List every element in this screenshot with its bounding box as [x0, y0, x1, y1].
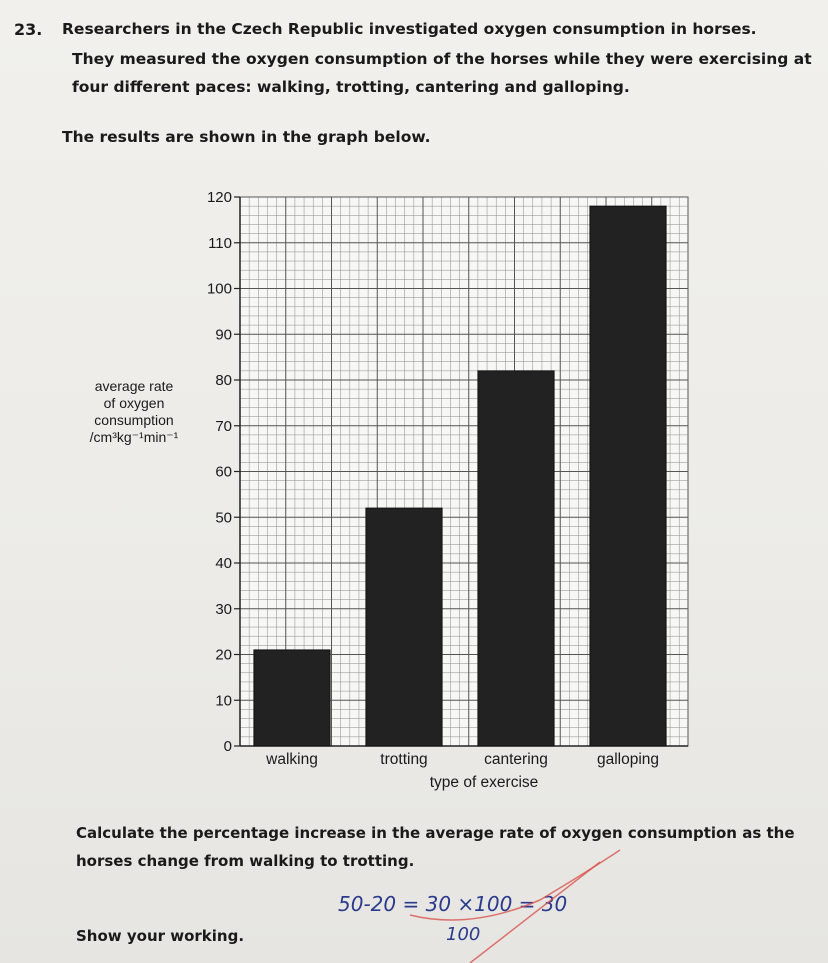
y-tick-label: 60: [215, 463, 232, 481]
bar-walking: [254, 650, 330, 746]
bar-galloping: [590, 206, 666, 746]
x-tick-label-trotting: trotting: [380, 751, 428, 768]
question-number: 23.: [14, 20, 43, 39]
x-tick-label-walking: walking: [266, 751, 318, 768]
results-intro: The results are shown in the graph below.: [62, 128, 431, 146]
y-tick-label: 90: [215, 326, 232, 344]
y-tick-label: 100: [206, 280, 232, 298]
y-axis-label-line-3: consumption: [94, 412, 174, 428]
y-tick-label: 40: [215, 555, 232, 572]
x-tick-label-galloping: galloping: [596, 751, 660, 768]
question-line-2: They measured the oxygen consumption of the horses while they were exercising at: [72, 50, 812, 68]
task-line-1: Calculate the percentage increase in the average rate of oxygen consumption as the: [76, 824, 795, 842]
handwritten-denominator: 100: [446, 924, 481, 945]
x-tick-label-cantering: cantering: [484, 751, 548, 768]
handwritten-working: 50-20 = 30 ×100 = 30: [338, 892, 568, 916]
y-tick-label: 10: [215, 692, 232, 710]
y-axis-label-units: /cm³kg⁻¹min⁻¹: [89, 429, 179, 445]
y-tick-label: 30: [215, 600, 232, 618]
question-line-3: four different paces: walking, trotting, cantering and galloping.: [72, 78, 630, 96]
show-working-prompt: Show your working.: [76, 927, 245, 945]
bar-cantering: [478, 371, 554, 746]
y-tick-label: 70: [215, 417, 232, 435]
y-tick-label: 20: [215, 646, 232, 664]
y-tick-label: 110: [208, 234, 232, 252]
question-line-1: Researchers in the Czech Republic investigated oxygen consumption in horses.: [62, 20, 757, 38]
x-axis-title: type of exercise: [429, 774, 539, 791]
y-tick-label: 0: [223, 738, 232, 755]
task-line-2: horses change from walking to trotting.: [76, 852, 415, 870]
bar-trotting: [366, 508, 442, 746]
y-tick-label: 120: [206, 189, 232, 206]
y-tick-label: 80: [215, 372, 232, 389]
y-tick-label: 50: [215, 509, 232, 527]
y-axis-label-line-2: of oxygen: [103, 395, 165, 411]
y-axis-label-line-1: average rate: [94, 378, 174, 394]
